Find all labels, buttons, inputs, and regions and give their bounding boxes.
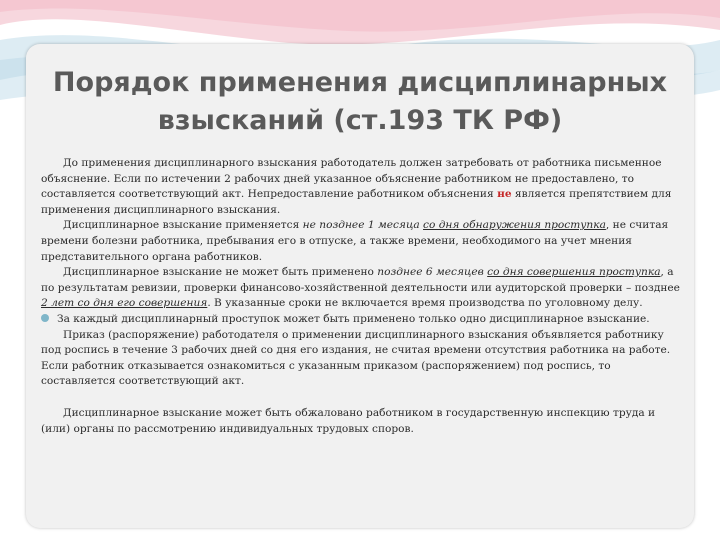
p3-italic-deadline: позднее 6 месяцев	[377, 266, 488, 279]
paragraph-single-penalty	[41, 312, 681, 328]
paragraph-order	[41, 328, 681, 390]
paragraph-gap	[41, 390, 681, 406]
slide-title	[26, 64, 694, 140]
p6-text: Дисциплинарное взыскание может быть обжаловано работником в государственную инспекцию труда и (или) органы по рассмотрению индивидуальных трудовых споров.	[41, 406, 656, 435]
p2-underlined-since: со дня обнаружения проступка	[423, 219, 606, 232]
p1-text-a: До применения дисциплинарного взыскания работодатель должен затребовать от работника письменное объяснение. Если по истечении 2 рабочих дней указанное объяснение работником не предоставлено, то составляется соответствующий акт. Непредоставление работником объяснения	[41, 157, 662, 201]
p3-underlined-two-years: 2 лет со дня его совершения	[41, 297, 208, 310]
p3-text-a: Дисциплинарное взыскание не может быть применено	[63, 266, 378, 279]
paragraph-explanation	[41, 156, 681, 218]
p3-text-f: . В указанные сроки не включается время производства по уголовному делу.	[207, 297, 643, 310]
p3-underlined-since: со дня совершения проступка	[487, 266, 661, 279]
p2-text-a: Дисциплинарное взыскание применяется	[63, 219, 303, 232]
p5-text: Приказ (распоряжение) работодателя о применении дисциплинарного взыскания объявляется работнику под роспись в течение 3 рабочих дней со дня его издания, не считая времени отсутствия работника на работе. Если работник отказывается ознакомиться с указанным приказом (распоряжением) под роспись, то составляется соответствующий акт.	[41, 328, 671, 388]
title-line-2: взысканий (ст.193 ТК РФ)	[157, 105, 563, 136]
paragraph-appeal	[41, 406, 681, 437]
p1-emphasis-not: не	[497, 188, 512, 201]
bullet-dot-icon	[41, 314, 49, 322]
p3-text-d: , а по результатам ревизии, проверки финансово-хозяйственной деятельности или аудиторской проверки – позднее	[41, 266, 680, 294]
title-line-1: Порядок применения дисциплинарных	[52, 67, 668, 98]
p4-text: За каждый дисциплинарный проступок может быть применено только одно дисциплинарное взыскание.	[57, 312, 650, 325]
p2-text-d: , не считая времени болезни работника, пребывания его в отпуске, а также времени, необходимого на учет мнения представительного органа работников.	[41, 219, 669, 263]
paragraph-one-month	[41, 218, 681, 265]
p1-text-c: является препятствием для применения дисциплинарного взыскания.	[41, 188, 672, 216]
slide-body	[41, 156, 681, 437]
p2-italic-deadline: не позднее 1 месяца	[302, 219, 424, 232]
paragraph-six-months	[41, 265, 681, 312]
